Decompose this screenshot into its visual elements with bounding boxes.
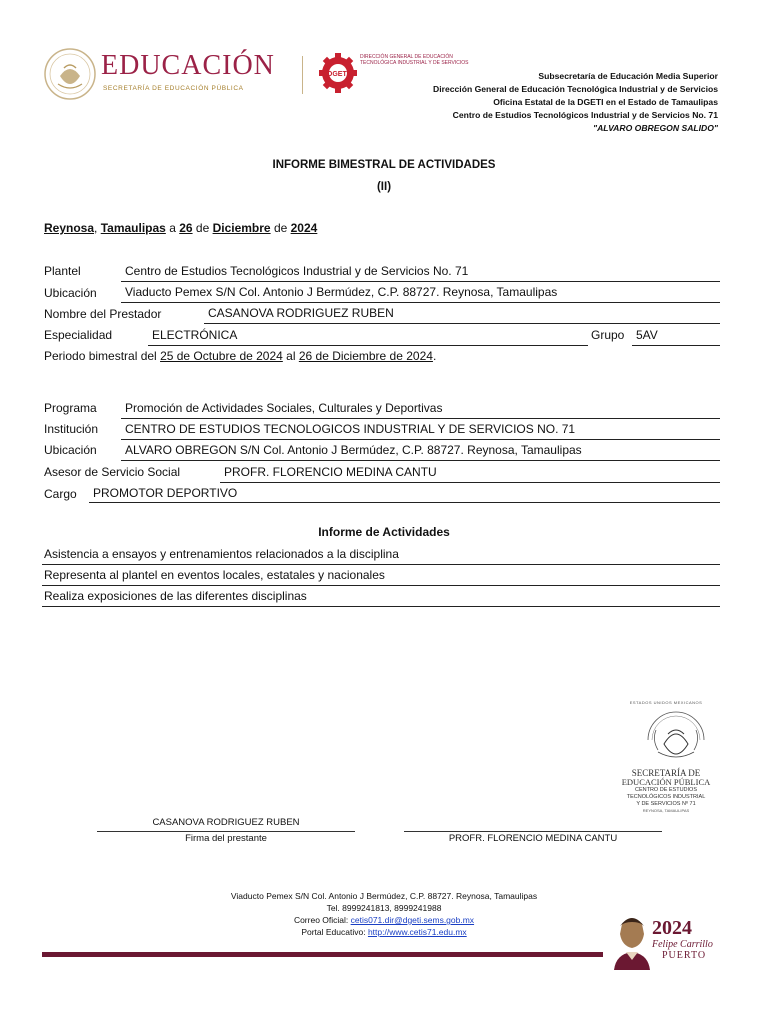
header-line-1: Subsecretaría de Educación Media Superior — [538, 71, 718, 81]
badge-name-1: Felipe Carrillo — [652, 939, 713, 950]
portrait-illustration — [612, 912, 652, 970]
education-logo-text: EDUCACIÓN — [101, 50, 275, 81]
especialidad-value: ELECTRÓNICA — [152, 328, 238, 342]
periodo-line — [44, 349, 436, 363]
plantel-value: Centro de Estudios Tecnológicos Industrial y de Servicios No. 71 — [125, 264, 469, 278]
education-logo-subtitle: SECRETARÍA DE EDUCACIÓN PÚBLICA — [103, 85, 244, 92]
advisor-signature-line — [404, 831, 662, 832]
program-ubicacion-underline — [121, 460, 720, 461]
seal-line-6: REYNOSA, TAMAULIPAS — [642, 808, 690, 813]
seal-line-1: SECRETARÍA DE — [631, 768, 701, 778]
eagle-emblem-icon — [42, 46, 98, 102]
badge-year: 2024 — [652, 917, 692, 939]
student-signature-caption: Firma del prestante — [185, 833, 267, 844]
dgeti-logo — [318, 48, 358, 98]
activities-heading: Informe de Actividades — [318, 525, 450, 539]
ubicacion-value: Viaducto Pemex S/N Col. Antonio J Bermúdez, C.P. 88727. Reynosa, Tamaulipas — [125, 285, 558, 299]
portrait-icon — [612, 912, 652, 970]
student-signature-name: CASANOVA RODRIGUEZ RUBEN — [152, 817, 300, 828]
seal-line-4: TECNOLÓGICOS INDUSTRIAL — [626, 794, 706, 800]
prestador-label: Nombre del Prestador — [44, 307, 162, 321]
periodo-end: 26 de Diciembre de 2024 — [298, 349, 433, 363]
date-line — [44, 221, 317, 235]
dgeti-badge-text: DGETI — [327, 71, 349, 78]
date-month: Diciembre — [212, 221, 271, 235]
document-subtitle: (II) — [376, 181, 392, 193]
date-de-2: de — [270, 221, 291, 235]
cargo-underline — [89, 502, 720, 503]
asesor-label: Asesor de Servicio Social — [44, 465, 181, 479]
seal-line-5: Y DE SERVICIOS Nº 71 — [636, 801, 696, 807]
institucion-underline — [121, 439, 720, 440]
program-ubicacion-value: ALVARO OBREGON S/N Col. Antonio J Bermúdez, C.P. 88727. Reynosa, Tamaulipas — [125, 443, 582, 457]
date-state: Tamaulipas — [100, 221, 166, 235]
periodo-start: 25 de Octubre de 2024 — [160, 349, 283, 363]
date-separator: , — [94, 221, 98, 235]
footer-phone: Tel. 8999241813, 8999241988 — [326, 903, 442, 913]
official-seal — [636, 700, 716, 770]
periodo-mid: al — [282, 349, 299, 363]
date-a: a — [165, 221, 180, 235]
grupo-underline — [632, 345, 720, 346]
programa-value: Promoción de Actividades Sociales, Culturales y Deportivas — [125, 401, 443, 415]
student-signature-line — [97, 831, 355, 832]
activity-item: Asistencia a ensayos y entrenamientos relacionados a la disciplina — [42, 544, 720, 565]
seal-eagle-icon — [636, 700, 716, 770]
plantel-underline — [121, 281, 720, 282]
plantel-label: Plantel — [44, 264, 81, 278]
badge-name-2: PUERTO — [662, 950, 707, 961]
especialidad-underline — [148, 345, 588, 346]
grupo-value: 5AV — [636, 328, 658, 342]
footer-email-label: Correo Oficial: — [293, 915, 351, 925]
institucion-label: Institución — [44, 422, 99, 436]
periodo-suffix: . — [432, 349, 437, 363]
prestador-underline — [204, 323, 720, 324]
activity-item: Realiza exposiciones de las diferentes disciplinas — [42, 586, 720, 607]
seal-arc-text: ESTADOS UNIDOS MEXICANOS — [629, 700, 703, 705]
activity-item: Representa al plantel en eventos locales, estatales y nacionales — [42, 565, 720, 586]
prestador-value: CASANOVA RODRIGUEZ RUBEN — [208, 306, 394, 320]
program-ubicacion-label: Ubicación — [44, 443, 97, 457]
periodo-prefix: Periodo bimestral del — [44, 349, 161, 363]
asesor-value: PROFR. FLORENCIO MEDINA CANTU — [224, 465, 437, 479]
footer-portal-link[interactable]: http://www.cetis71.edu.mx — [367, 927, 467, 937]
sep-logo-emblem — [42, 46, 98, 102]
seal-line-3: CENTRO DE ESTUDIOS — [634, 787, 698, 793]
dgeti-gear-icon — [318, 48, 358, 98]
grupo-label: Grupo — [591, 328, 625, 342]
footer-email-link[interactable]: cetis071.dir@dgeti.sems.gob.mx — [350, 915, 475, 925]
cargo-label: Cargo — [44, 487, 77, 501]
date-de-1: de — [192, 221, 213, 235]
date-day: 26 — [179, 221, 193, 235]
date-city: Reynosa — [44, 221, 95, 235]
asesor-underline — [220, 482, 720, 483]
footer-portal-label: Portal Educativo: — [301, 927, 368, 937]
programa-underline — [121, 418, 720, 419]
footer-address: Viaducto Pemex S/N Col. Antonio J Bermúdez, C.P. 88727. Reynosa, Tamaulipas — [230, 891, 538, 901]
ubicacion-underline — [121, 302, 720, 303]
logo-divider — [302, 56, 303, 94]
institution-header — [433, 70, 718, 135]
header-line-3: Oficina Estatal de la DGETI en el Estado de Tamaulipas — [493, 97, 718, 107]
institucion-value: CENTRO DE ESTUDIOS TECNOLOGICOS INDUSTRIAL Y DE SERVICIOS NO. 71 — [125, 422, 576, 436]
cargo-value: PROMOTOR DEPORTIVO — [93, 486, 238, 500]
header-line-4: Centro de Estudios Tecnológicos Industrial y de Servicios No. 71 — [452, 110, 718, 120]
ubicacion-label: Ubicación — [44, 286, 97, 300]
seal-line-2: EDUCACIÓN PÚBLICA — [621, 777, 711, 787]
dgeti-logo-text: DIRECCIÓN GENERAL DE EDUCACIÓN TECNOLÓGICA INDUSTRIAL Y DE SERVICIOS — [360, 54, 469, 66]
advisor-signature-name: PROFR. FLORENCIO MEDINA CANTU — [448, 833, 618, 844]
programa-label: Programa — [44, 401, 97, 415]
header-line-5: "ALVARO OBREGON SALIDO" — [593, 123, 718, 133]
especialidad-label: Especialidad — [44, 328, 113, 342]
footer-bar — [42, 952, 603, 957]
date-year: 2024 — [290, 221, 318, 235]
document-title: INFORME BIMESTRAL DE ACTIVIDADES — [272, 159, 496, 171]
header-line-2: Dirección General de Educación Tecnológica Industrial y de Servicios — [433, 84, 718, 94]
